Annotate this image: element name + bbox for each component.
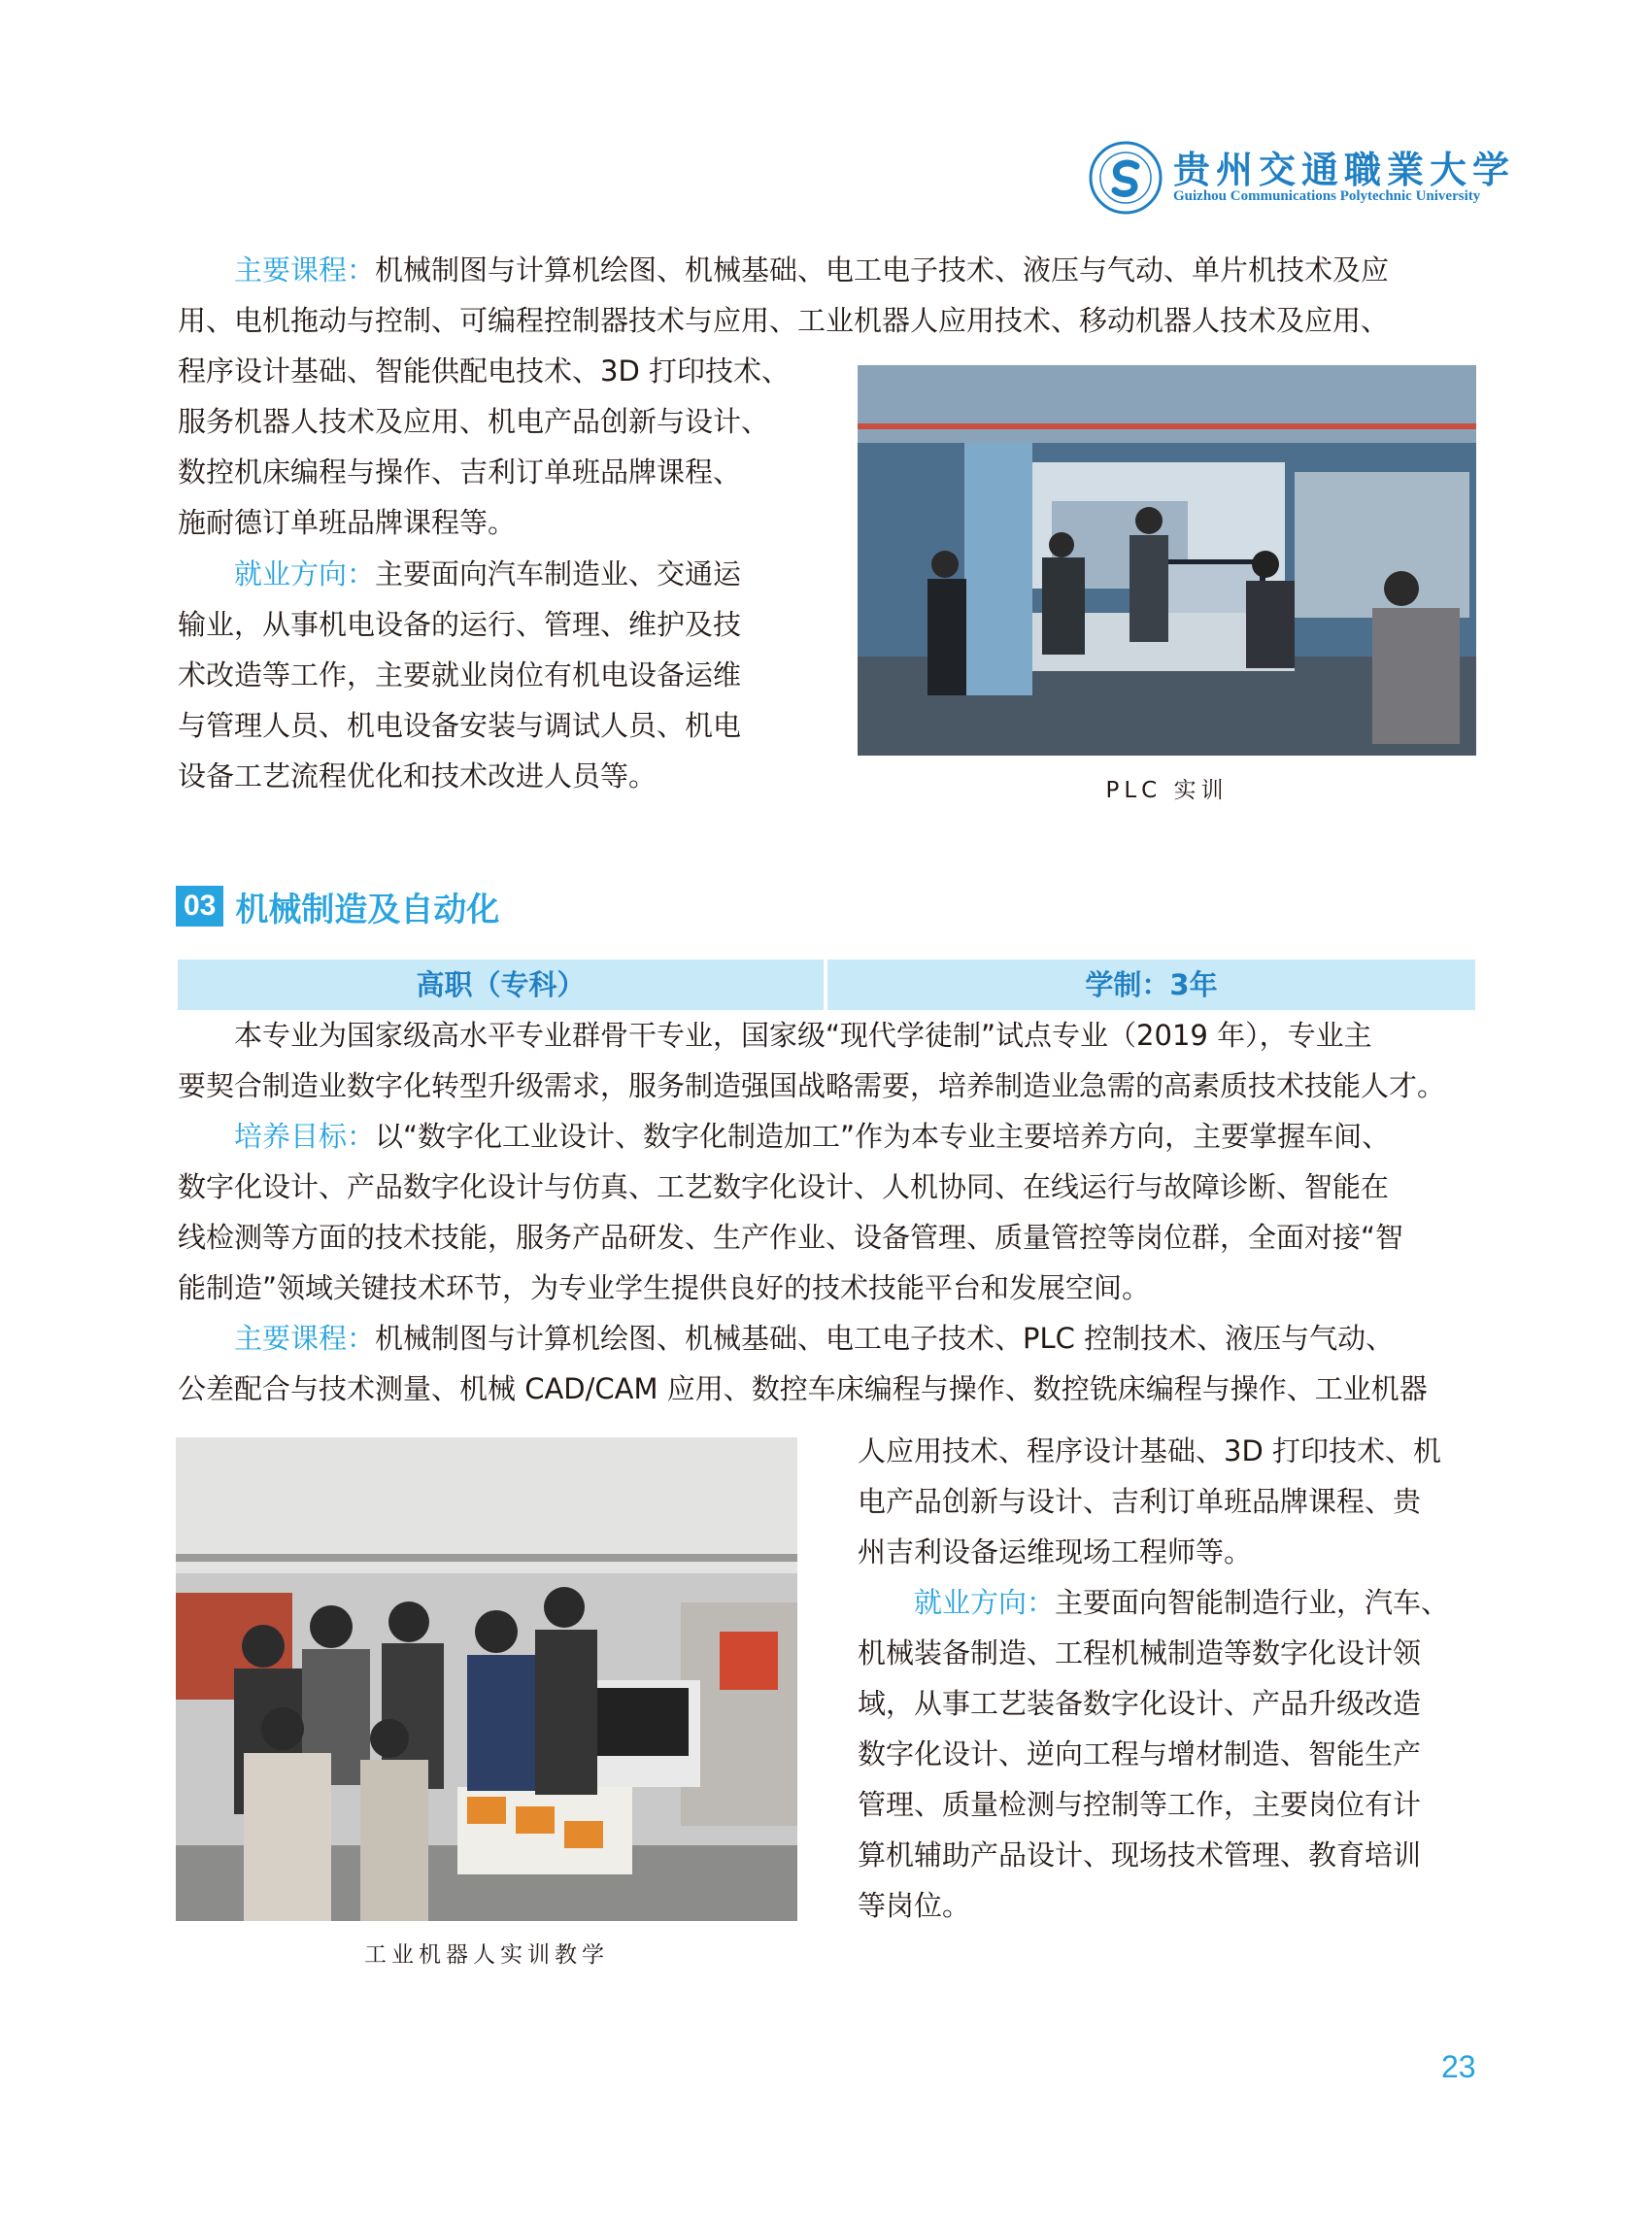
program-level: 高职（专科） [178, 960, 824, 1010]
course-line: 程序设计基础、智能供配电技术、3D 打印技术、 [178, 354, 791, 388]
jobs-label: 就业方向： [914, 1586, 1056, 1619]
course-line: 主要课程：机械制图与计算机绘图、机械基础、电工电子技术、液压与气动、单片机技术及应 [234, 253, 1390, 287]
jobs-line: 数字化设计、逆向工程与增材制造、智能生产 [858, 1737, 1422, 1770]
jobs-line: 算机辅助产品设计、现场技术管理、教育培训 [858, 1838, 1422, 1871]
jobs-line: 等岗位。 [858, 1889, 971, 1922]
section-title: 机械制造及自动化 [235, 890, 500, 929]
jobs-line: 就业方向：主要面向汽车制造业、交通运 [234, 557, 742, 590]
course-line: 公差配合与技术测量、机械 CAD/CAM 应用、数控车床编程与操作、数控铣床编程与操作、工业机器 [178, 1372, 1428, 1405]
jobs-line: 域，从事工艺装备数字化设计、产品升级改造 [858, 1687, 1422, 1720]
course-line: 主要课程：机械制图与计算机绘图、机械基础、电工电子技术、PLC 控制技术、液压与气动、 [234, 1322, 1395, 1355]
jobs-line: 机械装备制造、工程机械制造等数字化设计领 [858, 1636, 1422, 1669]
section3-jobs [858, 1577, 1479, 1931]
section1-jobs [178, 549, 799, 801]
section3-intro [178, 1010, 1475, 1414]
page-number: 23 [1441, 2049, 1476, 2084]
goal-line: 培养目标：以“数字化工业设计、数字化制造加工”作为本专业主要培养方向，主要掌握车间、 [234, 1120, 1391, 1153]
course-line: 数控机床编程与操作、吉利订单班品牌课程、 [178, 455, 742, 489]
course-line: 人应用技术、程序设计基础、3D 打印技术、机 [858, 1434, 1442, 1467]
goal-line: 能制造”领域关键技术环节，为专业学生提供良好的技术技能平台和发展空间。 [178, 1271, 1151, 1304]
course-line: 电产品创新与设计、吉利订单班品牌课程、贵 [858, 1485, 1422, 1518]
section-number: 03 [176, 886, 223, 927]
courses-label: 主要课程： [234, 1322, 376, 1355]
section1-courses-cont [178, 346, 799, 548]
goal-line: 线检测等方面的技术技能，服务产品研发、生产作业、设备管理、质量管控等岗位群，全面对接“智 [178, 1221, 1404, 1254]
jobs-line: 设备工艺流程优化和技术改进人员等。 [178, 759, 657, 792]
goal-label: 培养目标： [234, 1120, 376, 1153]
course-line: 施耐德订单班品牌课程等。 [178, 506, 517, 539]
school-logo [1088, 134, 1516, 221]
jobs-label: 就业方向： [234, 557, 376, 590]
jobs-line: 与管理人员、机电设备安装与调试人员、机电 [178, 709, 742, 742]
section1-courses [178, 245, 1475, 346]
course-line: 服务机器人技术及应用、机电产品创新与设计、 [178, 405, 770, 438]
jobs-line: 术改造等工作，主要就业岗位有机电设备运维 [178, 658, 742, 691]
school-name-en: Guizhou Communications Polytechnic University [1173, 188, 1481, 204]
intro-line: 本专业为国家级高水平专业群骨干专业，国家级“现代学徒制”试点专业（2019 年），专业主 [234, 1019, 1372, 1052]
plc-photo-caption: PLC 实训 [1105, 778, 1229, 803]
goal-line: 数字化设计、产品数字化设计与仿真、工艺数字化设计、人机协同、在线运行与故障诊断、智能在 [178, 1170, 1390, 1203]
courses-label: 主要课程： [234, 253, 376, 287]
jobs-line: 输业，从事机电设备的运行、管理、维护及技 [178, 608, 742, 641]
jobs-line: 就业方向：主要面向智能制造行业，汽车、 [914, 1586, 1450, 1619]
section-header [176, 884, 499, 928]
program-duration: 学制：3年 [827, 960, 1475, 1010]
intro-line: 要契合制造业数字化转型升级需求，服务制造强国战略需要，培养制造业急需的高素质技术技能人才。 [178, 1069, 1446, 1102]
robot-photo-caption: 工业机器人实训教学 [364, 1942, 609, 1968]
course-line: 用、电机拖动与控制、可编程控制器技术与应用、工业机器人应用技术、移动机器人技术及应用、 [178, 304, 1390, 337]
robot-training-photo [176, 1437, 797, 1921]
course-line: 州吉利设备运维现场工程师等。 [858, 1535, 1253, 1568]
school-seal-icon [1088, 140, 1163, 216]
school-name-cn: 贵州交通職業大学 [1173, 148, 1516, 191]
plc-training-photo [858, 365, 1476, 756]
program-info-band [178, 960, 1475, 1010]
jobs-line: 管理、质量检测与控制等工作，主要岗位有计 [858, 1788, 1422, 1821]
section3-courses-cont [858, 1426, 1479, 1577]
